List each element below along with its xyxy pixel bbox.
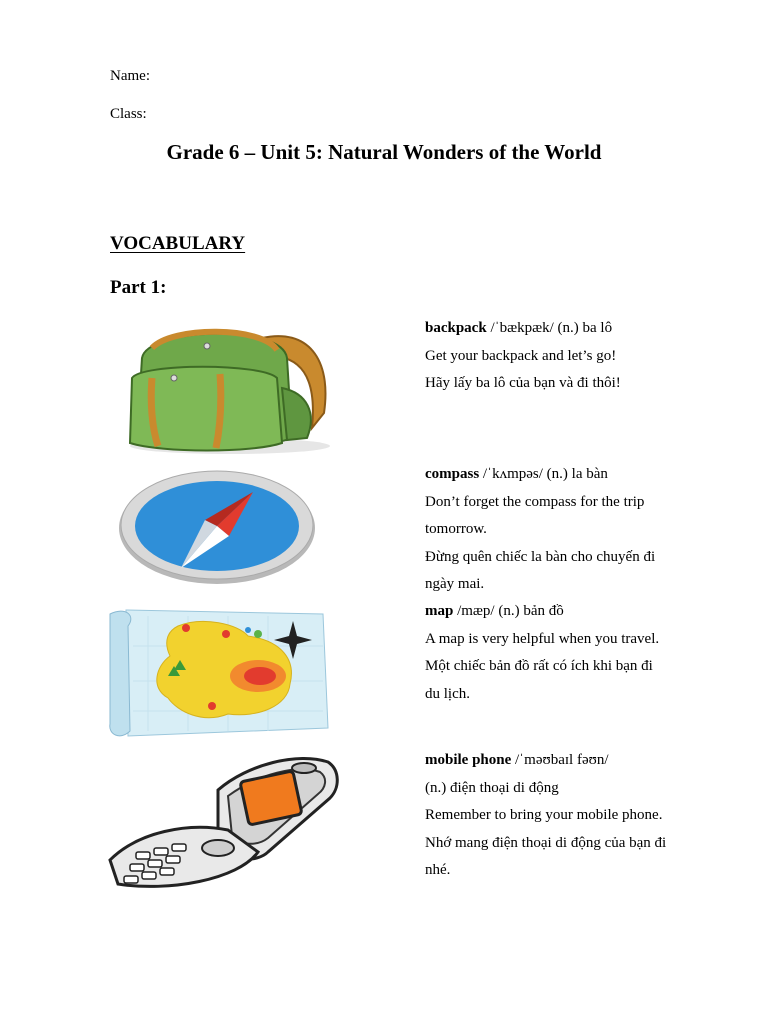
vocab-pronunciation: /ˈməʊbaɪl fəʊn/ [511, 752, 609, 768]
example-translation-cont: du lịch. [425, 685, 470, 702]
example-translation: Hãy lấy ba lô của bạn và đi thôi! [425, 375, 621, 391]
example-translation-cont: ngày mai. [425, 576, 485, 592]
example-sentence: Remember to bring your mobile phone. [425, 807, 663, 823]
example-sentence: A map is very helpful when you travel. [425, 630, 660, 647]
example-translation: Một chiếc bản đồ rất có ích khi bạn đi [425, 658, 653, 674]
vocab-word: compass [425, 466, 480, 482]
example-translation: Nhớ mang điện thoại di động của bạn đi [425, 834, 667, 851]
vocab-entry-map [425, 598, 745, 708]
section-heading: VOCABULARY [110, 233, 246, 254]
vocab-word: mobile phone [425, 752, 512, 768]
vocab-pronunciation: /mæp/ (n.) bản đồ [453, 603, 564, 619]
map-icon [108, 606, 330, 741]
example-sentence: Don’t forget the compass for the trip [425, 493, 645, 510]
vocab-entry-backpack [425, 315, 745, 398]
vocab-part-of-speech: (n.) điện thoại di động [425, 779, 559, 796]
vocab-pronunciation: /ˈbækpæk/ (n.) ba lô [486, 320, 613, 336]
vocab-word: map [425, 603, 454, 619]
example-sentence-cont: tomorrow. [425, 521, 487, 537]
vocab-entry-mobile-phone [425, 747, 745, 885]
example-translation-cont: nhé. [425, 862, 451, 878]
compass-icon [117, 470, 317, 590]
part-heading: Part 1: [110, 277, 167, 298]
page-title: Grade 6 – Unit 5: Natural Wonders of the World [166, 140, 602, 164]
example-translation: Đừng quên chiếc la bàn cho chuyến đi [425, 548, 656, 565]
vocab-entry-compass [425, 461, 745, 599]
vocab-pronunciation: /ˈkʌmpəs/ (n.) la bàn [479, 466, 608, 482]
backpack-icon [112, 318, 342, 456]
mobile-phone-icon [108, 752, 340, 890]
vocab-word: backpack [425, 320, 487, 336]
class-label: Class: [110, 106, 147, 122]
example-sentence: Get your backpack and let’s go! [425, 347, 617, 364]
name-label: Name: [110, 68, 150, 84]
